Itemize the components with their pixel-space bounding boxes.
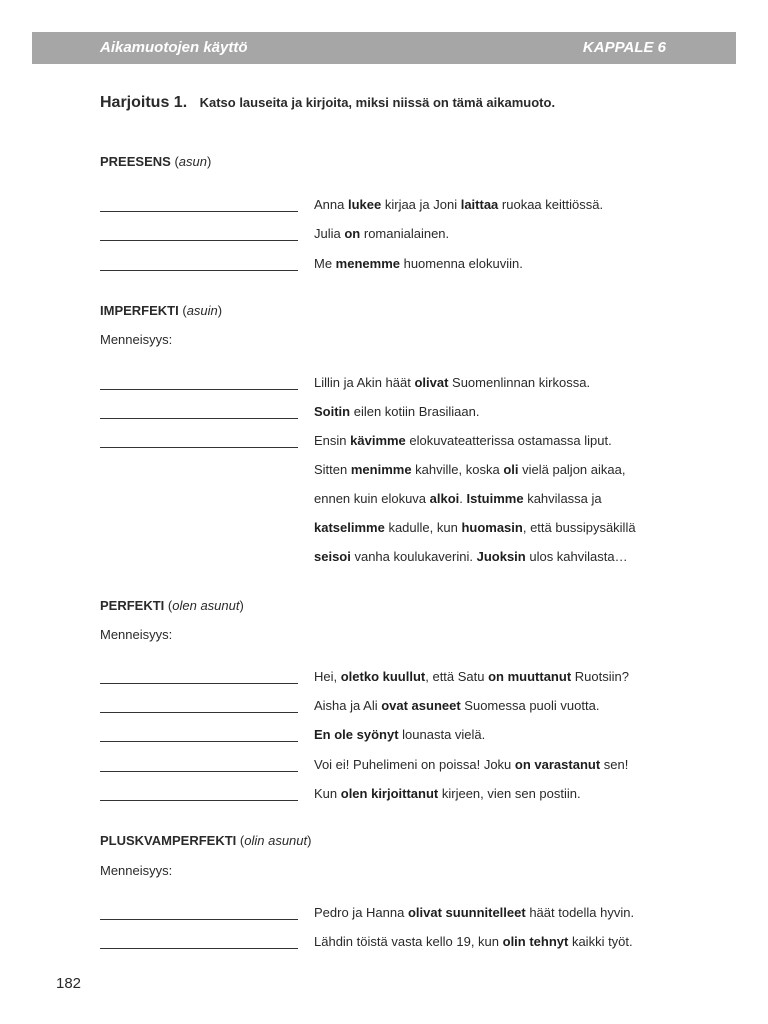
sentence-text: Voi ei! Puhelimeni on poissa! Joku bbox=[314, 757, 515, 772]
highlighted-verb: kävimme bbox=[350, 433, 406, 448]
example-sentence bbox=[314, 548, 628, 566]
example-sentence bbox=[314, 668, 629, 686]
sentence-text: ennen kuin elokuva bbox=[314, 491, 430, 506]
sentence-text: vanha koulukaverini. bbox=[350, 549, 477, 564]
example-sentence bbox=[314, 756, 628, 774]
exercise-row bbox=[100, 785, 700, 803]
chapter-topic-title: Aikamuotojen käyttö bbox=[100, 39, 248, 56]
highlighted-verb: on muuttanut bbox=[488, 669, 572, 684]
sentence-text: , että bussipysäkillä bbox=[522, 520, 636, 535]
sentence-text: kirjeen, vien sen postiin. bbox=[438, 786, 581, 801]
chapter-header-bar bbox=[32, 32, 736, 64]
exercise-row bbox=[100, 461, 700, 479]
highlighted-verb: alkoi bbox=[429, 491, 460, 506]
example-sentence bbox=[314, 255, 523, 273]
tense-example: olin asunut bbox=[244, 833, 308, 848]
tense-name: IMPERFEKTI bbox=[100, 303, 179, 318]
highlighted-verb: menemme bbox=[335, 256, 400, 271]
exercise-instruction: Katso lauseita ja kirjoita, miksi niissä on tämä aikamuoto. bbox=[199, 95, 556, 110]
section-subtitle: Menneisyys: bbox=[100, 863, 173, 878]
highlighted-verb: En ole syönyt bbox=[314, 727, 399, 742]
example-sentence bbox=[314, 461, 625, 479]
example-sentence bbox=[314, 196, 603, 214]
highlighted-verb: ovat asuneet bbox=[381, 698, 461, 713]
sentence-text: sen! bbox=[600, 757, 629, 772]
example-sentence bbox=[314, 726, 485, 744]
sentence-text: romanialainen. bbox=[360, 226, 450, 241]
exercise-row bbox=[100, 668, 700, 686]
answer-blank-line[interactable] bbox=[100, 683, 298, 684]
example-sentence bbox=[314, 403, 479, 421]
sentence-text: Suomessa puoli vuotta. bbox=[460, 698, 600, 713]
section-subtitle: Menneisyys: bbox=[100, 332, 173, 347]
sentence-text: Ensin bbox=[314, 433, 351, 448]
exercise-row bbox=[100, 196, 700, 214]
highlighted-verb: lukee bbox=[347, 197, 382, 212]
exercise-row bbox=[100, 432, 700, 450]
sentence-text: Sitten bbox=[314, 462, 351, 477]
highlighted-verb: Istuimme bbox=[466, 491, 524, 506]
example-sentence bbox=[314, 904, 634, 922]
tense-example: asun bbox=[178, 154, 207, 169]
sentence-text: kirjaa ja Joni bbox=[381, 197, 461, 212]
sentence-text: eilen kotiin Brasiliaan. bbox=[350, 404, 480, 419]
answer-blank-line[interactable] bbox=[100, 389, 298, 390]
exercise-row bbox=[100, 904, 700, 922]
sentence-text: kahville, koska bbox=[411, 462, 504, 477]
page-number: 182 bbox=[56, 975, 82, 992]
sentence-text: kaikki työt. bbox=[568, 934, 633, 949]
exercise-heading bbox=[100, 94, 555, 112]
tense-name: PLUSKVAMPERFEKTI bbox=[100, 833, 237, 848]
sentence-text: Me bbox=[314, 256, 336, 271]
highlighted-verb: laittaa bbox=[460, 197, 499, 212]
example-sentence bbox=[314, 225, 449, 243]
exercise-row bbox=[100, 490, 700, 508]
sentence-text: Pedro ja Hanna bbox=[314, 905, 408, 920]
highlighted-verb: olin tehnyt bbox=[502, 934, 569, 949]
highlighted-verb: huomasin bbox=[461, 520, 523, 535]
sentence-text: huomenna elokuviin. bbox=[399, 256, 523, 271]
tense-example: asuin bbox=[186, 303, 218, 318]
answer-blank-line[interactable] bbox=[100, 240, 298, 241]
sentence-text: kahvilassa ja bbox=[523, 491, 602, 506]
section-title-perfekti: PERFEKTI (olen asunut) bbox=[100, 598, 244, 613]
sentence-text: vielä paljon aikaa, bbox=[518, 462, 626, 477]
tense-example: olen asunut bbox=[172, 598, 240, 613]
exercise-row bbox=[100, 756, 700, 774]
highlighted-verb: olivat suunnitelleet bbox=[407, 905, 526, 920]
highlighted-verb: oletko kuullut bbox=[340, 669, 426, 684]
section-subtitle: Menneisyys: bbox=[100, 627, 173, 642]
sentence-text: Julia bbox=[314, 226, 345, 241]
answer-blank-line[interactable] bbox=[100, 919, 298, 920]
answer-blank-line[interactable] bbox=[100, 712, 298, 713]
sentence-text: Ruotsiin? bbox=[571, 669, 629, 684]
example-sentence bbox=[314, 933, 633, 951]
exercise-row bbox=[100, 255, 700, 273]
example-sentence bbox=[314, 785, 581, 803]
sentence-text: lounasta vielä. bbox=[398, 727, 486, 742]
highlighted-verb: menimme bbox=[350, 462, 412, 477]
section-title-preesens: PREESENS (asun) bbox=[100, 154, 212, 169]
sentence-text: Lillin ja Akin häät bbox=[314, 375, 415, 390]
highlighted-verb: katselimme bbox=[314, 520, 385, 535]
sentence-text: kadulle, kun bbox=[384, 520, 462, 535]
highlighted-verb: Juoksin bbox=[476, 549, 526, 564]
answer-blank-line[interactable] bbox=[100, 418, 298, 419]
example-sentence bbox=[314, 490, 602, 508]
answer-blank-line[interactable] bbox=[100, 948, 298, 949]
tense-name: PREESENS bbox=[100, 154, 171, 169]
highlighted-verb: olivat bbox=[414, 375, 449, 390]
sentence-text: Hei, bbox=[314, 669, 341, 684]
highlighted-verb: seisoi bbox=[314, 549, 351, 564]
exercise-row bbox=[100, 548, 700, 566]
example-sentence bbox=[314, 697, 599, 715]
section-title-pluskvamperfekti: PLUSKVAMPERFEKTI (olin asunut) bbox=[100, 833, 312, 848]
answer-blank-line[interactable] bbox=[100, 270, 298, 271]
sentence-text: Anna bbox=[314, 197, 348, 212]
highlighted-verb: olen kirjoittanut bbox=[340, 786, 439, 801]
sentence-text: Kun bbox=[314, 786, 341, 801]
answer-blank-line[interactable] bbox=[100, 800, 298, 801]
exercise-row bbox=[100, 933, 700, 951]
answer-blank-line[interactable] bbox=[100, 211, 298, 212]
sentence-text: häät todella hyvin. bbox=[525, 905, 635, 920]
sentence-text: Suomenlinnan kirkossa. bbox=[448, 375, 591, 390]
highlighted-verb: Soitin bbox=[314, 404, 351, 419]
sentence-text: ruokaa keittiössä. bbox=[498, 197, 604, 212]
highlighted-verb: oli bbox=[503, 462, 519, 477]
example-sentence bbox=[314, 432, 612, 450]
exercise-row bbox=[100, 403, 700, 421]
sentence-text: Aisha ja Ali bbox=[314, 698, 382, 713]
answer-blank-line[interactable] bbox=[100, 741, 298, 742]
answer-blank-line[interactable] bbox=[100, 771, 298, 772]
example-sentence bbox=[314, 374, 590, 392]
highlighted-verb: on bbox=[344, 226, 361, 241]
sentence-text: . bbox=[459, 491, 467, 506]
exercise-row bbox=[100, 374, 700, 392]
sentence-text: elokuvateatterissa ostamassa liput. bbox=[405, 433, 612, 448]
tense-name: PERFEKTI bbox=[100, 598, 165, 613]
exercise-row bbox=[100, 225, 700, 243]
section-title-imperfekti: IMPERFEKTI (asuin) bbox=[100, 303, 223, 318]
sentence-text: Lähdin töistä vasta kello 19, kun bbox=[314, 934, 503, 949]
exercise-label: Harjoitus 1. bbox=[100, 94, 188, 111]
exercise-row bbox=[100, 726, 700, 744]
chapter-number: KAPPALE 6 bbox=[582, 39, 666, 56]
answer-blank-line[interactable] bbox=[100, 447, 298, 448]
exercise-row bbox=[100, 519, 700, 537]
highlighted-verb: on varastanut bbox=[514, 757, 601, 772]
example-sentence bbox=[314, 519, 636, 537]
sentence-text: ulos kahvilasta… bbox=[525, 549, 628, 564]
sentence-text: , että Satu bbox=[425, 669, 489, 684]
exercise-row bbox=[100, 697, 700, 715]
